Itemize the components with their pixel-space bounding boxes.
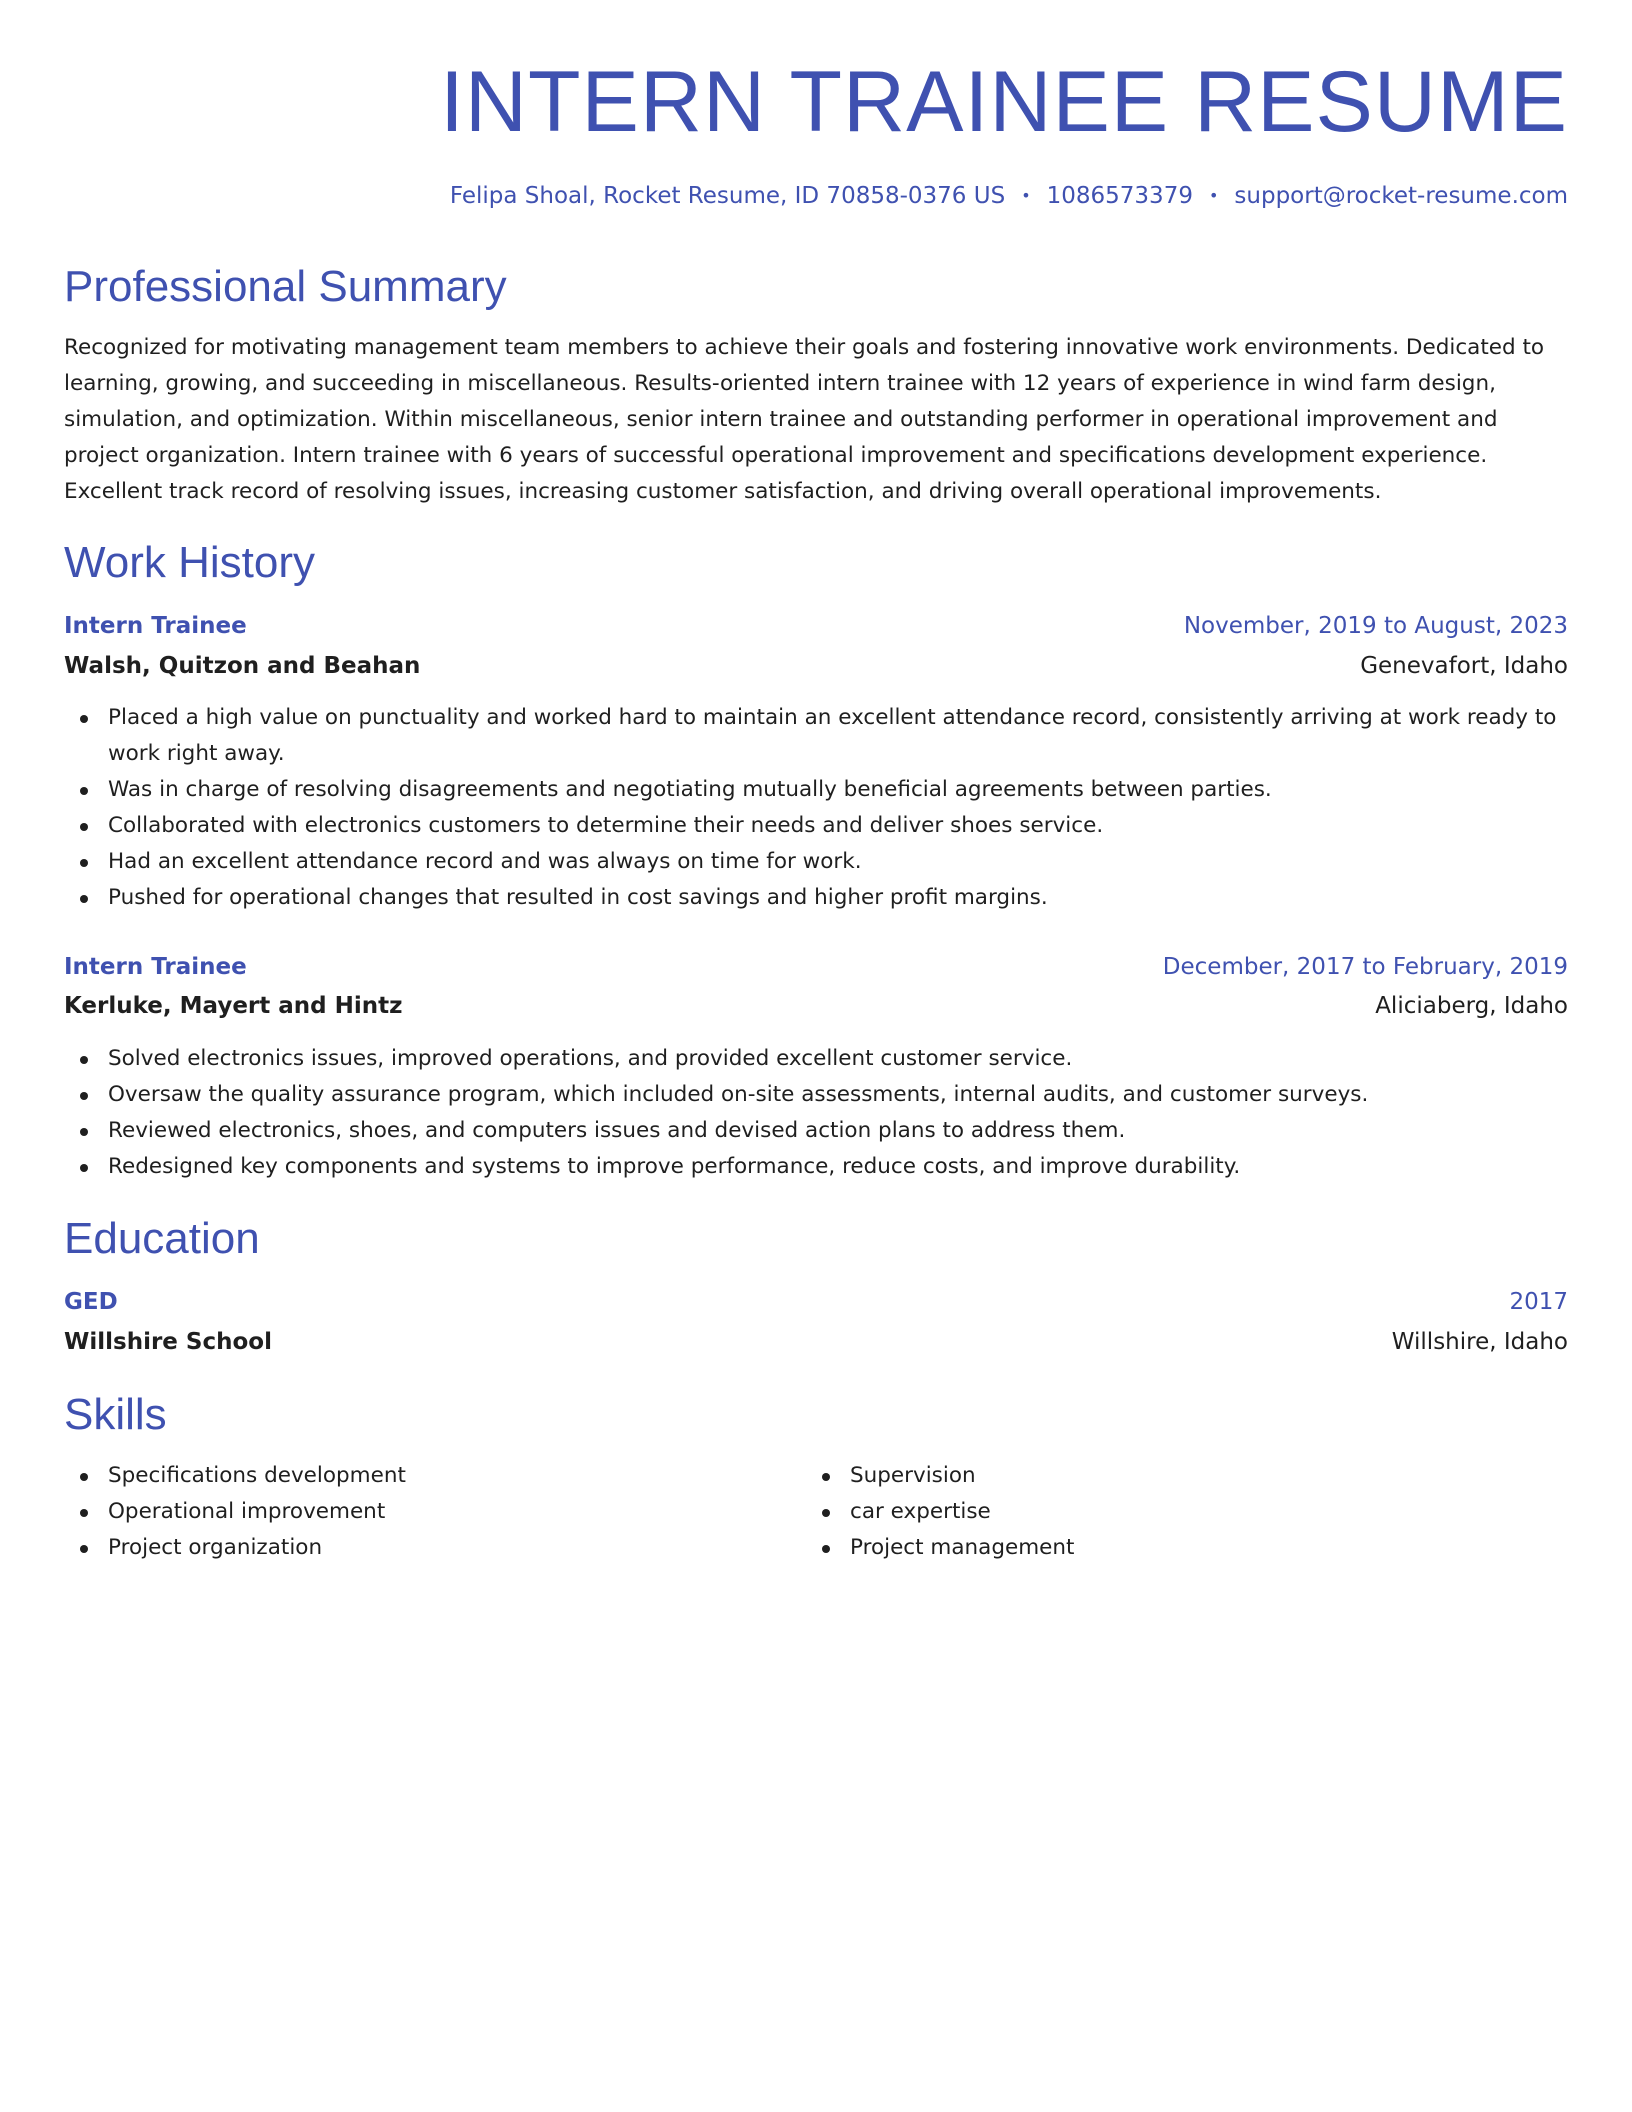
job-employer: Kerluke, Mayert and Hintz <box>64 993 403 1019</box>
job-employer-row <box>64 648 1568 684</box>
job-dates: November, 2019 to August, 2023 <box>1183 613 1568 639</box>
job-header <box>64 608 1568 644</box>
job-bullet: Was in charge of resolving disagreements and negotiating mutually beneficial agreements between parties. <box>64 772 1568 808</box>
contact-line <box>450 180 1568 212</box>
job-bullet: Redesigned key components and systems to improve performance, reduce costs, and improve durability. <box>64 1149 1568 1185</box>
skills-list-right <box>806 1458 1506 1566</box>
job-employer: Walsh, Quitzon and Beahan <box>64 653 421 679</box>
skill-item: Operational improvement <box>64 1494 764 1530</box>
skill-item: Specifications development <box>64 1458 764 1494</box>
skills-heading: Skills <box>64 1390 167 1439</box>
education-year: 2017 <box>1509 1289 1568 1315</box>
job-bullet: Pushed for operational changes that resulted in cost savings and higher profit margins. <box>64 880 1568 916</box>
summary-heading: Professional Summary <box>64 262 507 311</box>
job-title: Intern Trainee <box>64 613 247 639</box>
job-title: Intern Trainee <box>64 954 247 980</box>
job-bullets <box>64 1041 1568 1185</box>
job-location: Aliciaberg, Idaho <box>1375 993 1568 1019</box>
education-header <box>64 1284 1568 1320</box>
contact-email: support@rocket-resume.com <box>1234 183 1568 209</box>
education-location: Willshire, Idaho <box>1391 1329 1568 1355</box>
contact-separator: • <box>1208 186 1219 205</box>
contact-phone: 1086573379 <box>1046 183 1193 209</box>
skill-item: Project organization <box>64 1530 764 1566</box>
resume-page <box>64 0 1568 2112</box>
skill-item: car expertise <box>806 1494 1506 1530</box>
job-bullet: Had an excellent attendance record and was always on time for work. <box>64 844 1568 880</box>
resume-title: INTERN TRAINEE RESUME <box>440 54 1568 150</box>
job-bullet: Reviewed electronics, shoes, and computers issues and devised action plans to address them. <box>64 1113 1568 1149</box>
job-location: Genevafort, Idaho <box>1360 653 1568 679</box>
contact-address: Felipa Shoal, Rocket Resume, ID 70858-0376 US <box>449 183 1006 209</box>
job-dates: December, 2017 to February, 2019 <box>1162 954 1568 980</box>
skill-item: Project management <box>806 1530 1506 1566</box>
skill-item: Supervision <box>806 1458 1506 1494</box>
job-employer-row <box>64 988 1568 1024</box>
work-history-heading: Work History <box>64 538 315 587</box>
job-bullet: Collaborated with electronics customers to determine their needs and deliver shoes service. <box>64 808 1568 844</box>
education-heading: Education <box>64 1214 260 1263</box>
job-bullet: Solved electronics issues, improved operations, and provided excellent customer service. <box>64 1041 1568 1077</box>
education-degree: GED <box>64 1289 118 1315</box>
summary-text: Recognized for motivating management team members to achieve their goals and fostering innovative work environments. Dedicated to learning, growing, and succeeding in miscellaneous. Results-oriented intern trainee with 12 years of experience in wind farm design, simulation, and optimization. Within miscellaneous, senior intern trainee and outstanding performer in operational improvement and project organization. Intern trainee with 6 years of successful operational improvement and specifications development experience. Excellent track record of resolving issues, increasing customer satisfaction, and driving overall operational improvements. <box>64 335 1545 504</box>
job-bullet: Oversaw the quality assurance program, which included on-site assessments, internal audits, and customer surveys. <box>64 1077 1568 1113</box>
job-header <box>64 949 1568 985</box>
education-school: Willshire School <box>64 1329 272 1355</box>
job-bullet: Placed a high value on punctuality and worked hard to maintain an excellent attendance record, consistently arriving at work ready to work right away. <box>64 700 1568 772</box>
education-school-row <box>64 1324 1568 1360</box>
skills-list-left <box>64 1458 764 1566</box>
job-bullets <box>64 700 1568 916</box>
contact-separator: • <box>1021 186 1031 205</box>
